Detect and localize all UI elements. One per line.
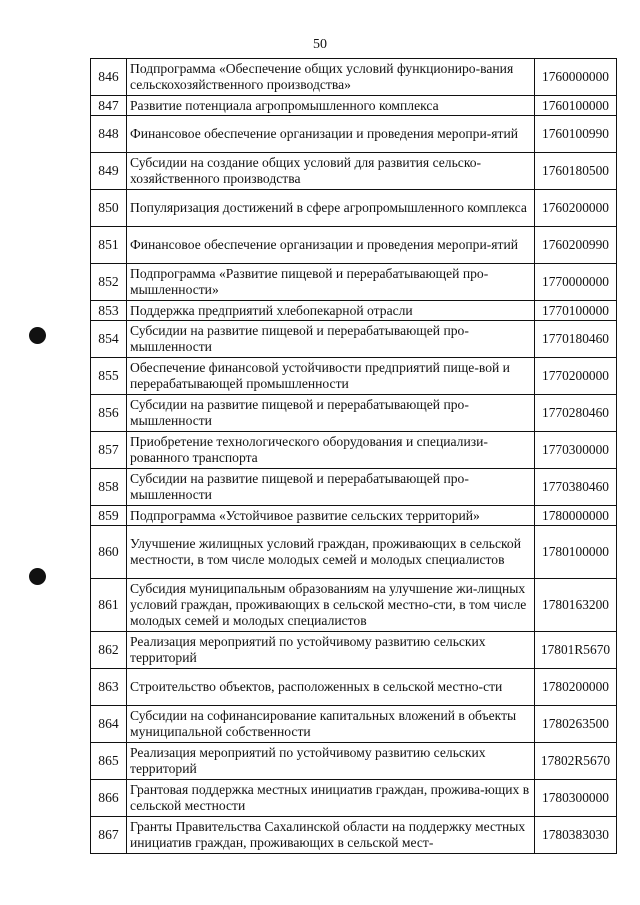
row-code: 1780163200 <box>535 579 617 632</box>
table-row <box>91 632 617 669</box>
row-code: 1770380460 <box>535 469 617 506</box>
table-row <box>91 469 617 506</box>
table-row <box>91 96 617 116</box>
row-number: 864 <box>91 706 127 743</box>
row-code: 1780300000 <box>535 780 617 817</box>
table-row <box>91 780 617 817</box>
table-row <box>91 817 617 854</box>
table-row <box>91 743 617 780</box>
page-number: 50 <box>313 37 327 52</box>
row-number: 848 <box>91 116 127 153</box>
row-code: 1760100000 <box>535 96 617 116</box>
row-number: 853 <box>91 301 127 321</box>
row-name: Гранты Правительства Сахалинской области на поддержку местных инициатив граждан, проживающих в сельской мест- <box>127 817 535 854</box>
row-number: 863 <box>91 669 127 706</box>
row-name: Субсидии на софинансирование капитальных вложений в объекты муниципальной собственности <box>127 706 535 743</box>
row-name: Популяризация достижений в сфере агропромышленного комплекса <box>127 190 535 227</box>
row-name: Приобретение технологического оборудования и специализи-рованного транспорта <box>127 432 535 469</box>
row-name: Субсидия муниципальным образованиям на улучшение жи-лищных условий граждан, проживающих в сельской местно-сти, в том числе молодых семей и молодых специалистов <box>127 579 535 632</box>
row-name: Грантовая поддержка местных инициатив граждан, прожива-ющих в сельской местности <box>127 780 535 817</box>
table-row <box>91 264 617 301</box>
table-row <box>91 321 617 358</box>
table-row <box>91 669 617 706</box>
row-name: Субсидии на развитие пищевой и перерабатывающей про-мышленности <box>127 321 535 358</box>
row-code: 1770300000 <box>535 432 617 469</box>
row-name: Развитие потенциала агропромышленного комплекса <box>127 96 535 116</box>
row-number: 856 <box>91 395 127 432</box>
table-row <box>91 227 617 264</box>
row-number: 847 <box>91 96 127 116</box>
row-code: 1770180460 <box>535 321 617 358</box>
row-code: 1770200000 <box>535 358 617 395</box>
row-code: 1780200000 <box>535 669 617 706</box>
table-row <box>91 358 617 395</box>
table-row <box>91 579 617 632</box>
row-number: 854 <box>91 321 127 358</box>
budget-classification-table <box>90 58 617 854</box>
row-code: 17801R5670 <box>535 632 617 669</box>
row-number: 849 <box>91 153 127 190</box>
row-name: Финансовое обеспечение организации и проведения меропри-ятий <box>127 227 535 264</box>
row-code: 1780383030 <box>535 817 617 854</box>
row-code: 1760180500 <box>535 153 617 190</box>
row-code: 1780000000 <box>535 506 617 526</box>
row-code: 1760200990 <box>535 227 617 264</box>
row-number: 866 <box>91 780 127 817</box>
table-row <box>91 706 617 743</box>
row-number: 865 <box>91 743 127 780</box>
row-number: 861 <box>91 579 127 632</box>
row-code: 17802R5670 <box>535 743 617 780</box>
row-code: 1770000000 <box>535 264 617 301</box>
row-name: Финансовое обеспечение организации и проведения меропри-ятий <box>127 116 535 153</box>
row-code: 1770100000 <box>535 301 617 321</box>
table-row <box>91 153 617 190</box>
row-number: 858 <box>91 469 127 506</box>
row-code: 1760000000 <box>535 59 617 96</box>
row-number: 859 <box>91 506 127 526</box>
row-number: 860 <box>91 526 127 579</box>
row-code: 1780263500 <box>535 706 617 743</box>
row-name: Реализация мероприятий по устойчивому развитию сельских территорий <box>127 743 535 780</box>
table-row <box>91 59 617 96</box>
row-name: Улучшение жилищных условий граждан, проживающих в сельской местности, в том числе молодых семей и молодых специалистов <box>127 526 535 579</box>
row-name: Обеспечение финансовой устойчивости предприятий пище-вой и перерабатывающей промышленности <box>127 358 535 395</box>
row-number: 850 <box>91 190 127 227</box>
row-number: 851 <box>91 227 127 264</box>
row-name: Подпрограмма «Развитие пищевой и перерабатывающей про-мышленности» <box>127 264 535 301</box>
row-number: 857 <box>91 432 127 469</box>
punch-hole <box>29 327 46 344</box>
row-number: 846 <box>91 59 127 96</box>
punch-hole <box>29 568 46 585</box>
row-name: Подпрограмма «Обеспечение общих условий функциониро-вания сельскохозяйственного производства» <box>127 59 535 96</box>
row-code: 1760200000 <box>535 190 617 227</box>
row-name: Субсидии на развитие пищевой и перерабатывающей про-мышленности <box>127 395 535 432</box>
table-row <box>91 116 617 153</box>
row-code: 1780100000 <box>535 526 617 579</box>
row-number: 855 <box>91 358 127 395</box>
row-code: 1770280460 <box>535 395 617 432</box>
row-number: 867 <box>91 817 127 854</box>
table-row <box>91 395 617 432</box>
table-row <box>91 432 617 469</box>
table-row <box>91 301 617 321</box>
row-name: Реализация мероприятий по устойчивому развитию сельских территорий <box>127 632 535 669</box>
row-number: 852 <box>91 264 127 301</box>
row-number: 862 <box>91 632 127 669</box>
row-name: Субсидии на создание общих условий для развития сельско-хозяйственного производства <box>127 153 535 190</box>
row-code: 1760100990 <box>535 116 617 153</box>
table-row <box>91 526 617 579</box>
row-name: Поддержка предприятий хлебопекарной отрасли <box>127 301 535 321</box>
table-row <box>91 506 617 526</box>
row-name: Строительство объектов, расположенных в сельской местно-сти <box>127 669 535 706</box>
row-name: Субсидии на развитие пищевой и перерабатывающей про-мышленности <box>127 469 535 506</box>
row-name: Подпрограмма «Устойчивое развитие сельских территорий» <box>127 506 535 526</box>
table-row <box>91 190 617 227</box>
